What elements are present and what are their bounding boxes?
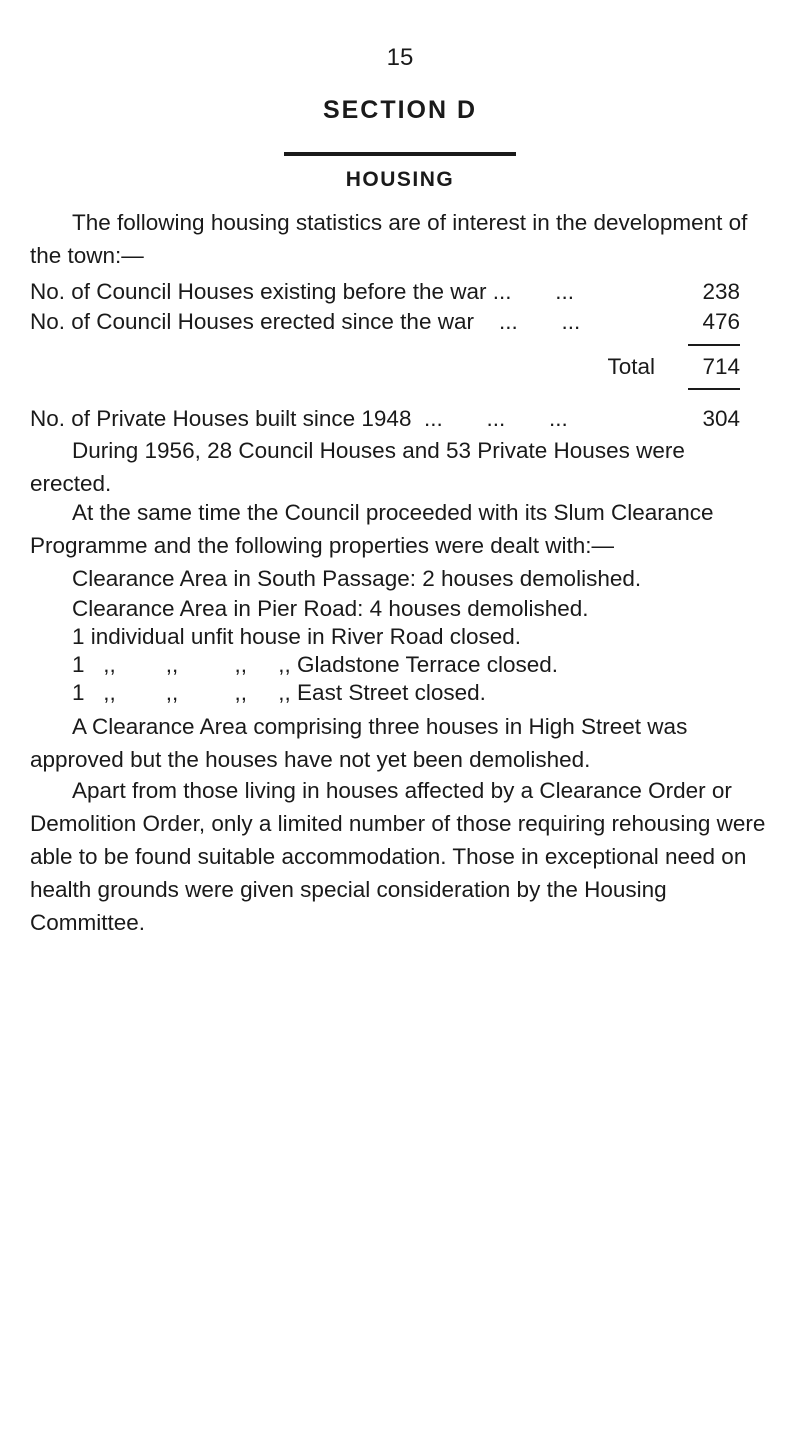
stat-label: No. of Council Houses erected since the war ... ... — [30, 309, 581, 334]
property-item: 1 ,, ,, ,, ,, Gladstone Terrace closed. — [72, 652, 559, 677]
section-title: SECTION D — [322, 96, 478, 124]
intro-paragraph: The following housing statistics are of interest in the development of the town:— — [30, 210, 748, 268]
total-label: Total — [607, 354, 655, 379]
subtotal-rule — [688, 344, 740, 346]
property-item: Clearance Area in South Passage: 2 houses demolished. — [72, 566, 642, 591]
total-rule — [688, 388, 740, 390]
section-title-underline — [284, 152, 516, 156]
total-row — [30, 350, 740, 383]
stat-value: 238 — [702, 279, 740, 304]
property-item: Clearance Area in Pier Road: 4 houses demolished. — [72, 596, 589, 621]
rehousing-paragraph: Apart from those living in houses affected by a Clearance Order or Demolition Order, only a limited number of those requiring rehousing were able to be found suitable accommodation. Those in exceptional need on health grounds were given special consideration by the Housing Committee. — [30, 778, 766, 935]
during-1956-paragraph: During 1956, 28 Council Houses and 53 Private Houses were erected. — [30, 438, 685, 496]
private-houses-value: 304 — [702, 406, 740, 431]
stat-value: 476 — [702, 309, 740, 334]
stat-label: No. of Council Houses existing before the war ... ... — [30, 279, 574, 304]
private-houses-label: No. of Private Houses built since 1948 ... ... ... — [30, 406, 568, 431]
stat-row — [30, 305, 740, 338]
section-subtitle: HOUSING — [345, 168, 455, 191]
total-value: 714 — [702, 354, 740, 379]
slum-clearance-paragraph: At the same time the Council proceeded with its Slum Clearance Programme and the following properties were dealt with:— — [30, 500, 714, 558]
private-houses-row — [30, 402, 740, 435]
high-street-paragraph: A Clearance Area comprising three houses in High Street was approved but the houses have not yet been demolished. — [30, 714, 688, 772]
property-item: 1 individual unfit house in River Road closed. — [72, 624, 522, 649]
page-number: 15 — [386, 44, 414, 71]
property-item: 1 ,, ,, ,, ,, East Street closed. — [72, 680, 486, 705]
stat-row — [30, 275, 740, 308]
